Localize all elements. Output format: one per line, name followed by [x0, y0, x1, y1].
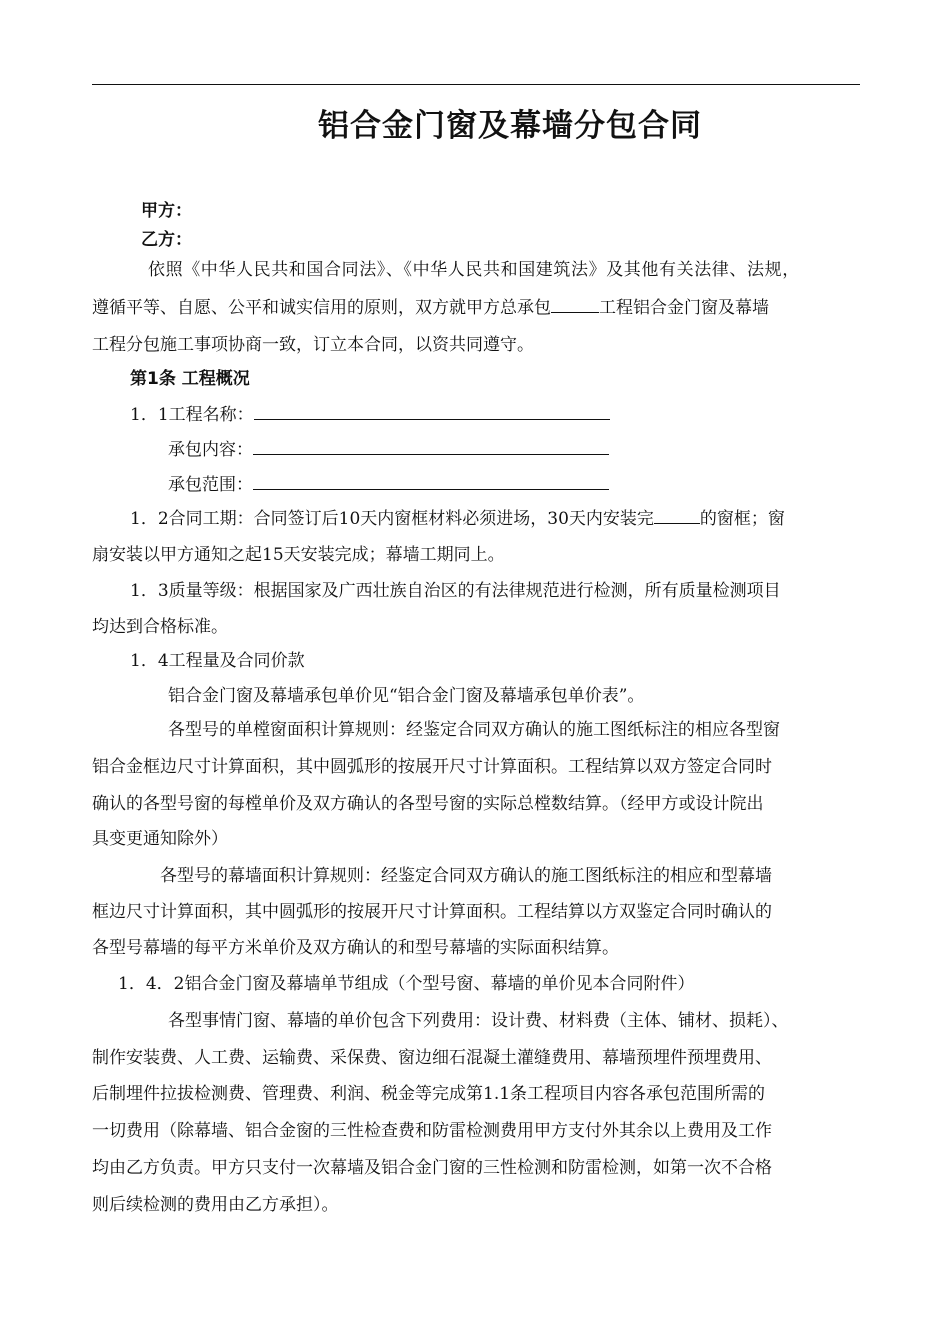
- cost-line-2: 制作安装费、人工费、运输费、采保费、窗边细石混凝土灌缝费用、幕墙预埋件预埋费用、: [92, 1048, 772, 1068]
- s1-4-heading: 1．4工程量及合同价款: [130, 651, 305, 671]
- party-b-label: 乙方：: [141, 230, 192, 250]
- intro-line-2-tail: 工程铝合金门窗及幕墙: [599, 298, 769, 318]
- s1-4-2-heading: 1．4．2铝合金门窗及幕墙单节组成（个型号窗、幕墙的单价见本合同附件）: [118, 974, 695, 994]
- curtain-rule-line-1: 各型号的幕墙面积计算规则：经鉴定合同双方确认的施工图纸标注的相应和型幕墙: [160, 866, 772, 886]
- contract-content-blank: [253, 438, 609, 455]
- window-rule-line-4: 具变更通知除外）: [92, 829, 228, 849]
- intro-line-2: [92, 296, 769, 319]
- contract-content-row: [168, 438, 609, 461]
- intro-line-1: 依照《中华人民共和国合同法》、《中华人民共和国建筑法》及其他有关法律、法规，: [148, 260, 800, 280]
- curtain-rule-line-2: 框边尺寸计算面积，其中圆弧形的按展开尺寸计算面积。工程结算以方双鉴定合同时确认的: [92, 902, 772, 922]
- window-rule-line-1: 各型号的单樘窗面积计算规则：经鉴定合同双方确认的施工图纸标注的相应各型窗: [168, 720, 780, 740]
- window-frame-blank: [654, 507, 700, 524]
- window-rule-line-3: 确认的各型号窗的每樘单价及双方确认的各型号窗的实际总樘数结算。（经甲方或设计院出: [92, 794, 764, 814]
- s1-3-line-2: 均达到合格标准。: [92, 617, 228, 637]
- project-name-label: 1．1工程名称：: [130, 405, 254, 425]
- cost-line-4: 一切费用（除幕墙、铝合金窗的三性检查费和防雷检测费用甲方支付外其余以上费用及工作: [92, 1121, 772, 1141]
- cost-line-5: 均由乙方负责。甲方只支付一次幕墙及铝合金门窗的三性检测和防雷检测，如第一次不合格: [92, 1158, 772, 1178]
- project-name-blank: [254, 403, 610, 420]
- intro-line-2-text: 遵循平等、自愿、公平和诚实信用的原则，双方就甲方总承包: [92, 298, 551, 318]
- document-title: 铝合金门窗及幕墙分包合同: [318, 108, 702, 144]
- s1-2-line-1-tail: 的窗框；窗: [699, 509, 785, 529]
- party-a-label: 甲方：: [141, 201, 192, 221]
- cost-line-3: 后制埋件拉拔检测费、管理费、利润、税金等完成第1.1条工程项目内容各承包范围所需的: [92, 1084, 766, 1104]
- contract-scope-blank: [253, 473, 609, 490]
- s1-2-line-1-text: 1．2合同工期：合同签订后10天内窗框材料必须进场，30天内安装完: [130, 509, 654, 529]
- article-1-heading: 第1条 工程概况: [130, 369, 250, 389]
- window-rule-line-2: 铝合金框边尺寸计算面积，其中圆弧形的按展开尺寸计算面积。工程结算以双方签定合同时: [92, 757, 772, 777]
- contract-scope-label: 承包范围：: [168, 475, 253, 495]
- contract-content-label: 承包内容：: [168, 440, 253, 460]
- cost-line-6: 则后续检测的费用由乙方承担）。: [92, 1195, 339, 1215]
- s1-2-line-1: [130, 507, 785, 530]
- s1-3-line-1: 1．3质量等级：根据国家及广西壮族自治区的有法律规范进行检测，所有质量检测项目: [130, 581, 781, 601]
- s1-2-line-2: 扇安装以甲方通知之起15天安装完成；幕墙工期同上。: [92, 545, 505, 565]
- contract-scope-row: [168, 473, 609, 496]
- cost-line-1: 各型事情门窗、幕墙的单价包含下列费用：设计费、材料费（主体、铺材、损耗）、: [168, 1011, 789, 1031]
- project-name-row: [130, 403, 610, 426]
- curtain-rule-line-3: 各型号幕墙的每平方米单价及双方确认的和型号幕墙的实际面积结算。: [92, 938, 619, 958]
- project-blank: [551, 296, 599, 313]
- intro-line-3: 工程分包施工事项协商一致，订立本合同，以资共同遵守。: [92, 335, 534, 355]
- header-rule: [92, 84, 860, 85]
- s1-4-unit-price: 铝合金门窗及幕墙承包单价见“铝合金门窗及幕墙承包单价表”。: [168, 686, 645, 706]
